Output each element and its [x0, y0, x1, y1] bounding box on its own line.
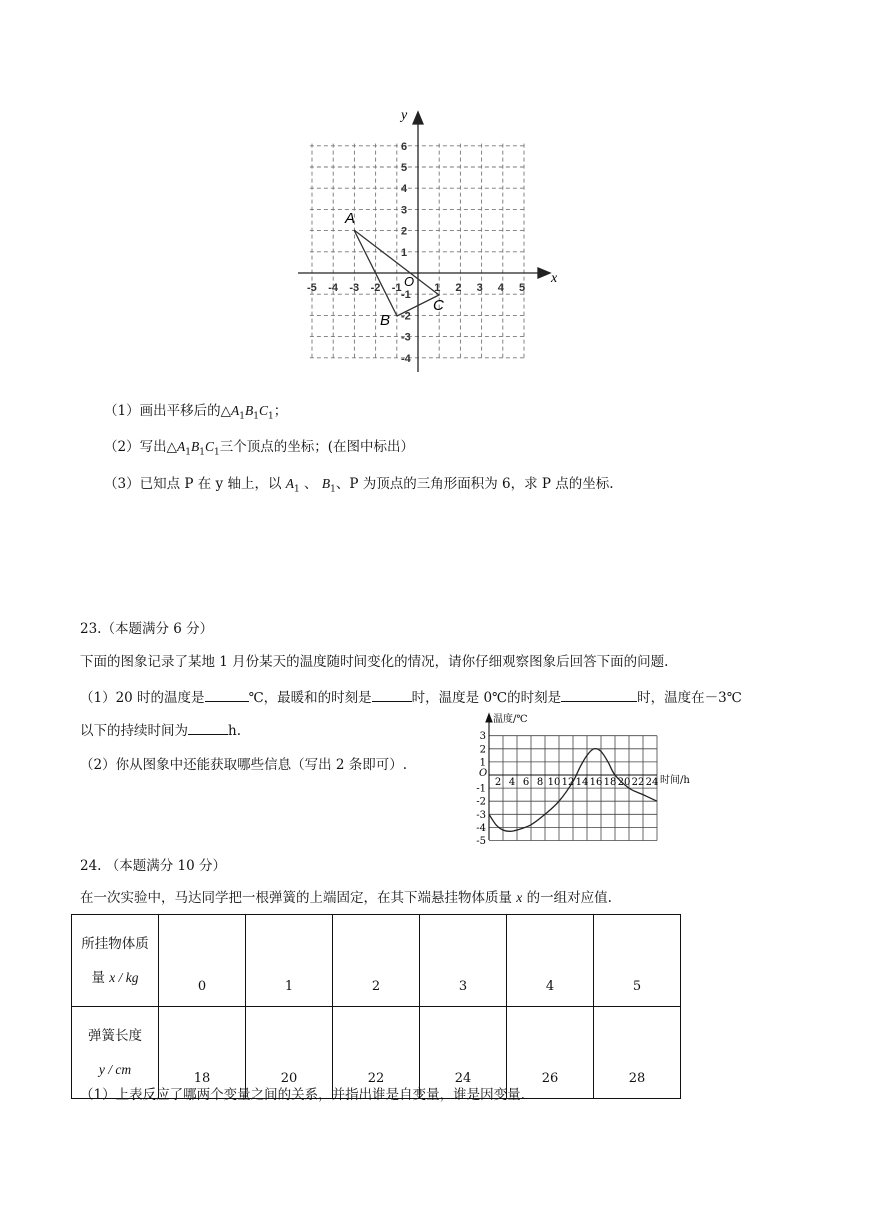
table-cell: 5	[594, 915, 681, 1007]
chart-x-tick-label: 4	[508, 777, 516, 788]
answer-blank-temp-20h[interactable]	[205, 689, 249, 702]
x-tick-labels	[307, 282, 525, 294]
row-header-length: 弹簧长度 y / cm	[72, 1007, 159, 1099]
q23-intro: 下面的图象记录了某地 1 月份某天的温度随时间变化的情况，请你仔细观察图象后回答下面的问题.	[80, 654, 669, 670]
table-cell: 18	[159, 1007, 246, 1099]
table-cell: 3	[420, 915, 507, 1007]
x-tick-label: 2	[455, 282, 462, 294]
y-tick-label: 4	[401, 183, 408, 196]
chart-x-tick-label: 6	[522, 777, 530, 788]
temperature-chart	[468, 708, 708, 846]
q23-part2: （2）你从图象中还能获取哪些信息（写出 2 条即可）.	[80, 757, 408, 773]
x-tick-label: -4	[328, 282, 338, 294]
chart-x-tick-label: 10	[547, 777, 561, 788]
chart-x-tick-label: 2	[494, 777, 502, 788]
y-axis-label: y	[401, 108, 408, 123]
chart-x-tick-label: 8	[536, 777, 544, 788]
chart-x-tick-label: 20	[617, 777, 631, 788]
table-cell: 1	[246, 915, 333, 1007]
q23-part1-line2: 以下的持续时间为 h.	[80, 723, 241, 739]
table-cell: 26	[507, 1007, 594, 1099]
origin-label: O	[404, 274, 415, 289]
y-tick-label: 2	[401, 225, 408, 238]
table-cell: 2	[333, 915, 420, 1007]
x-tick-label: -1	[391, 282, 402, 294]
chart-x-tick-label: 12	[561, 777, 575, 788]
table-row-mass	[72, 915, 681, 1007]
y-tick-label: -4	[401, 352, 411, 365]
chart-y-tick-label: 3	[479, 731, 486, 743]
chart-x-tick-label: 14	[575, 777, 589, 788]
q22-part2: （2）写出$\triangle A_1B_1C_1$三个顶点的坐标；(在图中标出）	[104, 439, 414, 458]
x-tick-label: -2	[370, 282, 381, 294]
y-tick-label: -2	[401, 310, 411, 323]
chart-y-tick-label: 2	[479, 744, 486, 756]
row-header-mass: 所挂物体质 量 x / kg	[72, 915, 159, 1007]
answer-blank-warmest-time[interactable]	[372, 689, 412, 702]
chart-ylabel: 温度/℃	[493, 714, 528, 725]
q23-part1-line1: （1）20 时的温度是 ℃，最暖和的时刻是 时，温度是 0℃的时刻是 时，温度在－3℃	[80, 690, 742, 706]
answer-blank-zero-time[interactable]	[561, 689, 637, 702]
y-tick-label: 6	[401, 140, 408, 153]
y-tick-label: 5	[401, 162, 408, 174]
q24-intro: 在一次实验中，马达同学把一根弹簧的上端固定，在其下端悬挂物体质量 x 的一组对应值.	[80, 890, 612, 906]
y-tick-label: 3	[401, 204, 408, 217]
table-cell: 20	[246, 1007, 333, 1099]
q24-part1: （1）上表反应了哪两个变量之间的关系，并指出谁是自变量，谁是因变量.	[80, 1087, 525, 1103]
chart-y-tick-label: -4	[476, 822, 486, 834]
x-tick-label: -3	[349, 282, 360, 294]
coordinate-axes	[298, 112, 550, 372]
chart-y-tick-label: -5	[476, 836, 486, 846]
answer-blank-duration[interactable]	[188, 722, 228, 735]
chart-y-tick-label: -3	[476, 809, 486, 821]
chart-x-tick-label: 24	[645, 777, 659, 788]
chart-xlabel: 时间/h	[660, 775, 690, 786]
chart-y-tick-label: -2	[476, 796, 486, 808]
table-cell: 24	[420, 1007, 507, 1099]
x-tick-label: 5	[519, 282, 526, 294]
chart-x-tick-label: 18	[603, 777, 617, 788]
table-cell: 0	[159, 915, 246, 1007]
coordinate-figure	[296, 103, 571, 383]
point-b-label: B	[380, 312, 391, 329]
table-cell: 22	[333, 1007, 420, 1099]
y-tick-labels	[401, 140, 415, 365]
point-a-label: A	[345, 210, 356, 227]
q22-part3: （3）已知点 P 在 y 轴上，以 $A_1$ 、 $B_1$、P 为顶点的三角形面积为 6，求 P 点的坐标.	[104, 476, 614, 495]
x-tick-label: 3	[476, 282, 483, 294]
y-tick-label: 1	[401, 246, 408, 259]
chart-y-tick-labels	[476, 731, 486, 846]
y-tick-label: -1	[401, 289, 411, 302]
chart-y-tick-label: 1	[479, 757, 486, 769]
q22-part1: （1）画出平移后的$\triangle A_1B_1C_1$；	[104, 403, 288, 422]
chart-origin: O	[479, 768, 488, 779]
chart-y-tick-label: -1	[476, 783, 486, 795]
chart-grid	[489, 736, 657, 841]
x-axis-label: x	[551, 271, 558, 286]
x-tick-label: 4	[497, 282, 504, 294]
chart-x-tick-label: 22	[631, 777, 645, 788]
x-tick-label: 1	[434, 282, 441, 294]
point-c-label: C	[433, 297, 444, 314]
table-cell: 4	[507, 915, 594, 1007]
table-cell: 28	[594, 1007, 681, 1099]
q24-title: 24. （本题满分 10 分）	[80, 858, 227, 874]
y-tick-label: -3	[401, 331, 411, 344]
chart-x-tick-label: 16	[589, 777, 603, 788]
spring-data-table	[71, 914, 681, 1099]
q23-title: 23.（本题满分 6 分）	[80, 621, 214, 637]
x-tick-label: -5	[307, 282, 317, 294]
chart-x-tick-labels	[495, 777, 659, 788]
